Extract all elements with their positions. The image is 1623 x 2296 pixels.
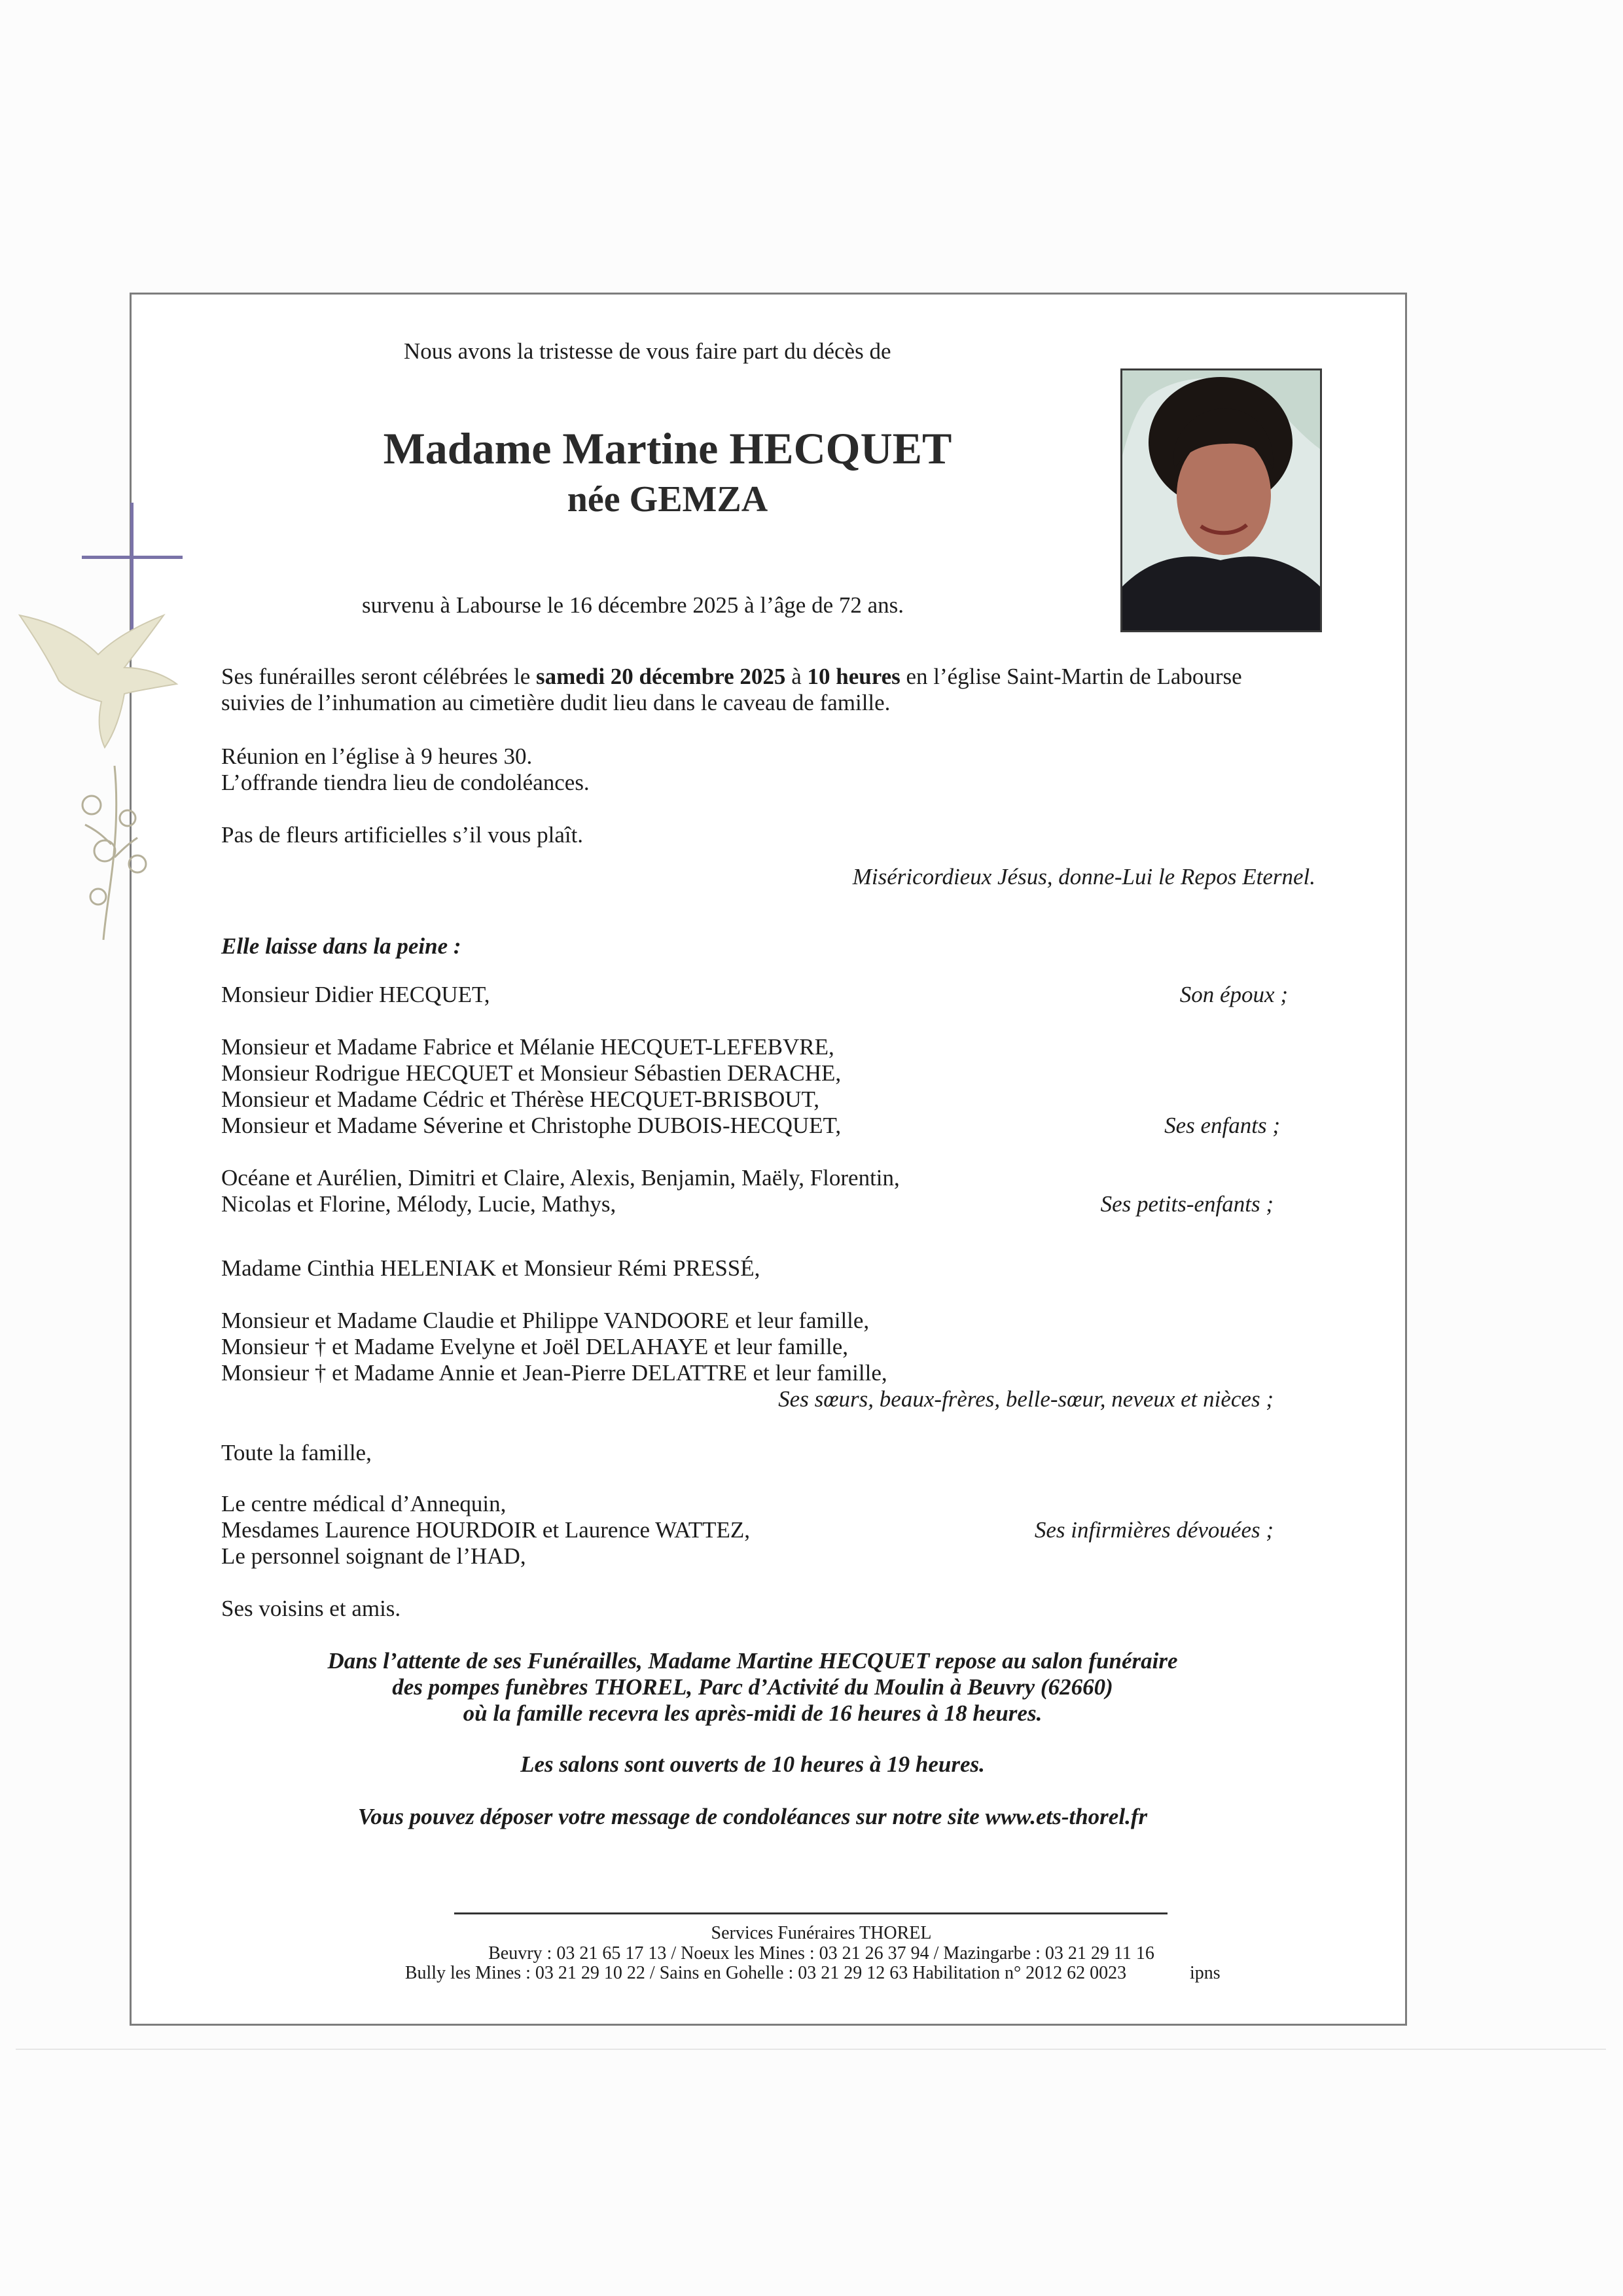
opening-hours: Les salons sont ouverts de 10 heures à 19 heures. — [520, 1751, 985, 1777]
list-item: Monsieur et Madame Fabrice et Mélanie HECQUET-LEFEBVRE, — [221, 1034, 834, 1060]
footer-company: Services Funéraires THOREL — [711, 1923, 932, 1943]
footer-phones-2: Bully les Mines : 03 21 29 10 22 / Sains en Gohelle : 03 21 29 12 63 Habilitation n° 2012 62 0023 — [404, 1963, 1127, 1983]
cross-bar — [82, 556, 183, 559]
nurses-list — [221, 1491, 750, 1570]
list-item: Océane et Aurélien, Dimitri et Claire, Alexis, Benjamin, Maëly, Florentin, — [221, 1165, 900, 1191]
husband-label: Son époux ; — [1179, 982, 1288, 1007]
offering-text: L’offrande tiendra lieu de condoléances. — [221, 770, 590, 795]
meeting-text: Réunion en l’église à 9 heures 30. — [221, 744, 533, 769]
funeral-time: 10 heures — [807, 664, 901, 689]
maiden-name: née GEMZA — [567, 479, 768, 520]
husband-row — [221, 982, 1288, 1008]
grandchildren-list — [221, 1165, 900, 1217]
neighbours-text: Ses voisins et amis. — [221, 1596, 401, 1621]
intro-text: Nous avons la tristesse de vous faire part du décès de — [404, 338, 891, 364]
list-item: Nicolas et Florine, Mélody, Lucie, Mathys, — [221, 1191, 616, 1217]
list-item: Monsieur et Madame Séverine et Christophe DUBOIS-HECQUET, — [221, 1113, 842, 1138]
footer-phones-1: Beuvry : 03 21 65 17 13 / Noeux les Mines : 03 21 26 37 94 / Mazingarbe : 03 21 29 11 16 — [488, 1943, 1154, 1964]
children-label: Ses enfants ; — [1164, 1113, 1280, 1138]
funeral-place: en l’église Saint-Martin de Labourse — [900, 664, 1242, 689]
footer-code: ipns — [1190, 1963, 1221, 1983]
whole-family: Toute la famille, — [221, 1440, 372, 1465]
husband-name: Monsieur Didier HECQUET, — [221, 982, 490, 1007]
siblings-label: Ses sœurs, beaux-frères, belle-sœur, neveux et nièces ; — [778, 1386, 1274, 1412]
page-edge-line — [16, 2049, 1606, 2050]
family-heading: Elle laisse dans la peine : — [221, 933, 461, 959]
children-row — [221, 1034, 1288, 1139]
funeral-line-2: suivies de l’inhumation au cimetière dudit lieu dans le caveau de famille. — [221, 690, 891, 715]
siblings-block — [221, 1308, 1288, 1412]
deceased-name: Madame Martine HECQUET — [383, 423, 952, 473]
list-item: Le personnel soignant de l’HAD, — [221, 1543, 526, 1569]
notice-line-2: des pompes funèbres THOREL, Parc d’Activité du Moulin à Beuvry (62660) — [392, 1674, 1113, 1700]
portrait-photo — [1120, 368, 1322, 632]
children-list — [221, 1034, 841, 1139]
nurses-label: Ses infirmières dévouées ; — [1034, 1517, 1274, 1543]
nurses-row — [221, 1491, 1288, 1570]
flowers-icon — [82, 796, 146, 905]
notice-line-1: Dans l’attente de ses Funérailles, Madame Martine HECQUET repose au salon funéraire — [327, 1648, 1178, 1674]
funeral-date: samedi 20 décembre 2025 — [536, 664, 786, 689]
other-relatives: Madame Cinthia HELENIAK et Monsieur Rémi PRESSÉ, — [221, 1255, 760, 1281]
funeral-text: à — [785, 664, 808, 689]
list-item: Monsieur et Madame Cédric et Thérèse HECQUET-BRISBOUT, — [221, 1086, 820, 1112]
website-notice: Vous pouvez déposer votre message de condoléances sur notre site www.ets-thorel.fr — [357, 1804, 1148, 1829]
funeral-text: Ses funérailles seront célébrées le — [221, 664, 537, 689]
grandchildren-label: Ses petits-enfants ; — [1100, 1191, 1274, 1217]
list-item: Mesdames Laurence HOURDOIR et Laurence WATTEZ, — [221, 1517, 750, 1543]
list-item: Monsieur † et Madame Annie et Jean-Pierre DELATTRE et leur famille, — [221, 1360, 887, 1386]
flowers-text: Pas de fleurs artificielles s’il vous plaît. — [221, 822, 584, 848]
list-item: Le centre médical d’Annequin, — [221, 1491, 507, 1516]
footer-divider — [454, 1912, 1168, 1914]
funeral-line-1 — [221, 664, 1334, 690]
prayer-text: Miséricordieux Jésus, donne-Lui le Repos Eternel. — [852, 864, 1315, 889]
grandchildren-row — [221, 1165, 1288, 1217]
notice-line-3: où la famille recevra les après-midi de 16 heures à 18 heures. — [463, 1700, 1043, 1726]
list-item: Monsieur Rodrigue HECQUET et Monsieur Sébastien DERACHE, — [221, 1060, 842, 1086]
list-item: Monsieur † et Madame Evelyne et Joël DELAHAYE et leur famille, — [221, 1334, 849, 1359]
dove-icon — [7, 576, 223, 942]
list-item: Monsieur et Madame Claudie et Philippe VANDOORE et leur famille, — [221, 1308, 870, 1333]
death-line: survenu à Labourse le 16 décembre 2025 à l’âge de 72 ans. — [362, 592, 904, 618]
